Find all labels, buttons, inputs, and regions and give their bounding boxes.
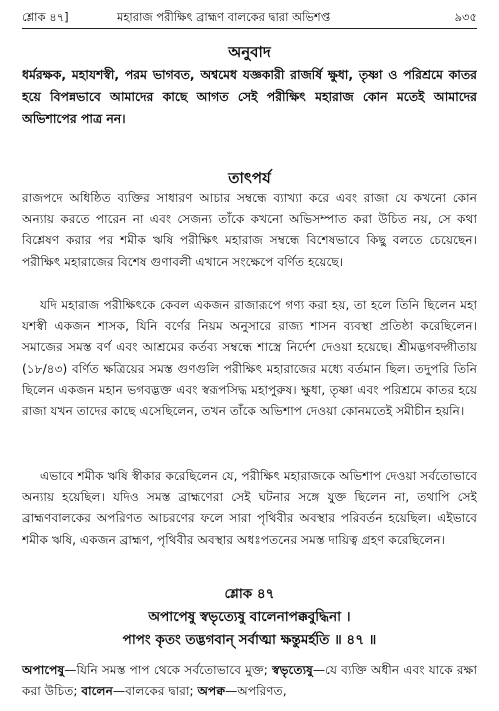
purport-paragraph-1: রাজপদে অধিষ্ঠিত ব্যক্তির সাধারণ আচার সম্বন্ধে ব্যাখ্যা করে এবং রাজা যে কখনো কোন অন্যায় করতে পারেন না এবং সেজন্য তাঁকে কখনো অভিসম্পাত করা উচিত নয়, সে কথা বিশ্লেষণ করার পর শমীক ঋষি পরীক্ষিৎ মহারাজ সম্বন্ধে বিশেষভাবে কিছু বলতে চেয়েছেন। পরীক্ষিৎ মহারাজের বিশেষ গুণাবলী এখানে সংক্ষেপে বর্ণিত হয়েছে।	[22, 191, 477, 269]
verse-number: শ্লোক ৪৭	[224, 586, 275, 602]
page-number: ৯৩৫	[454, 10, 477, 24]
header-rule	[22, 28, 477, 29]
synonym-meaning: —অপরিণত,	[225, 684, 287, 699]
header-verse-ref: শ্লোক ৪৭]	[22, 10, 69, 24]
purport-paragraph-3: এভাবে শমীক ঋষি স্বীকার করেছিলেন যে, পরীক্ষিৎ মহারাজকে অভিশাপ দেওয়া সর্বতোভাবে অন্যায় হয়েছিল। যদিও সমস্ত ব্রাহ্মণেরা সেই ঘটনার সঙ্গে যুক্ত ছিলেন না, তথাপি সেই ব্রাহ্মণবালকের অপরিণত আচরণের ফলে সারা পৃথিবীর অবস্থার পরিবর্তন হয়েছিল। এইভাবে শমীক ঋষি, একজন ব্রাহ্মণ, পৃথিবীর অবস্থার অধঃপতনের সমস্ত দায়িত্ব গ্রহণ করেছিলেন।	[22, 469, 477, 547]
synonym-term: অপাপেষু	[22, 663, 65, 677]
synonym-term: স্বভৃত্যেষু	[272, 663, 313, 677]
synonym-term: অপক্ব	[197, 684, 226, 699]
header-chapter-title: মহারাজ পরীক্ষিৎ ব্রাহ্মণ বালকের দ্বারা অভিশপ্ত	[117, 10, 331, 24]
running-header	[22, 6, 477, 28]
synonyms	[22, 660, 477, 708]
translation-text: ধর্মরক্ষক, মহাযশস্বী, পরম ভাগবত, অশ্বমেধ যজ্ঞকারী রাজর্ষি ক্ষুধা, তৃষ্ণা ও পরিশ্রমে কাতর হয়ে বিপন্নভাবে আমাদের কাছে আগত সেই পরীক্ষিৎ মহারাজ কোন মতেই আমাদের অভিশাপের পাত্র নন।	[22, 67, 477, 126]
translation-heading: অনুবাদ	[228, 43, 271, 61]
synonym-meaning: —যিনি সমস্ত পাপ থেকে সর্বতোভাবে মুক্ত;	[64, 663, 273, 677]
synonym-term: বালেন	[81, 684, 113, 699]
purport-heading: তাৎপর্য	[228, 169, 271, 187]
verse-line-1: অপাপেষু স্বভৃত্যেষু বালেনাপক্কবুদ্ধিনা ।	[148, 609, 351, 625]
synonym-meaning: —যে ব্যক্তি অধীন এবং যাকে রক্ষা করা উচিত;	[22, 663, 477, 699]
purport-paragraph-2: যদি মহারাজ পরীক্ষিৎকে কেবল একজন রাজারূপে গণ্য করা হয়, তা হলে তিনি ছিলেন মহা যশস্বী একজন শাসক, যিনি বর্ণের নিয়ম অনুসারে রাজ্য শাসন ব্যবস্থা প্রতিষ্ঠা করেছিলেন। সমাজের সমস্ত বর্ণ এবং আশ্রমের কর্তব্য সম্বন্ধে শাস্ত্রে নির্দেশ দেওয়া হয়েছে। শ্রীমদ্ভগবদ্গীতায় (১৮/৪৩) বর্ণিত ক্ষত্রিয়ের সমস্ত গুণগুলি পরীক্ষিৎ মহারাজের মধ্যে বর্তমান ছিল। তদুপরি তিনি ছিলেন একজন মহান ভগবদ্ভক্ত এবং স্বরূপসিদ্ধ মহাপুরুষ। ক্ষুধা, তৃষ্ণা এবং পরিশ্রমে কাতর হয়ে রাজা যখন তাদের কাছে এসেছিলেন, তখন তাঁকে অভিশাপ দেওয়া কোনমতেই সমীচীন হয়নি।	[22, 298, 477, 419]
verse-line-2: পাপং কৃতং তদ্ভগবান্ সর্বাত্মা ক্ষন্তুমর্হতি ॥ ৪৭ ॥	[122, 632, 377, 648]
synonym-meaning: —বালকের দ্বারা;	[112, 684, 198, 699]
